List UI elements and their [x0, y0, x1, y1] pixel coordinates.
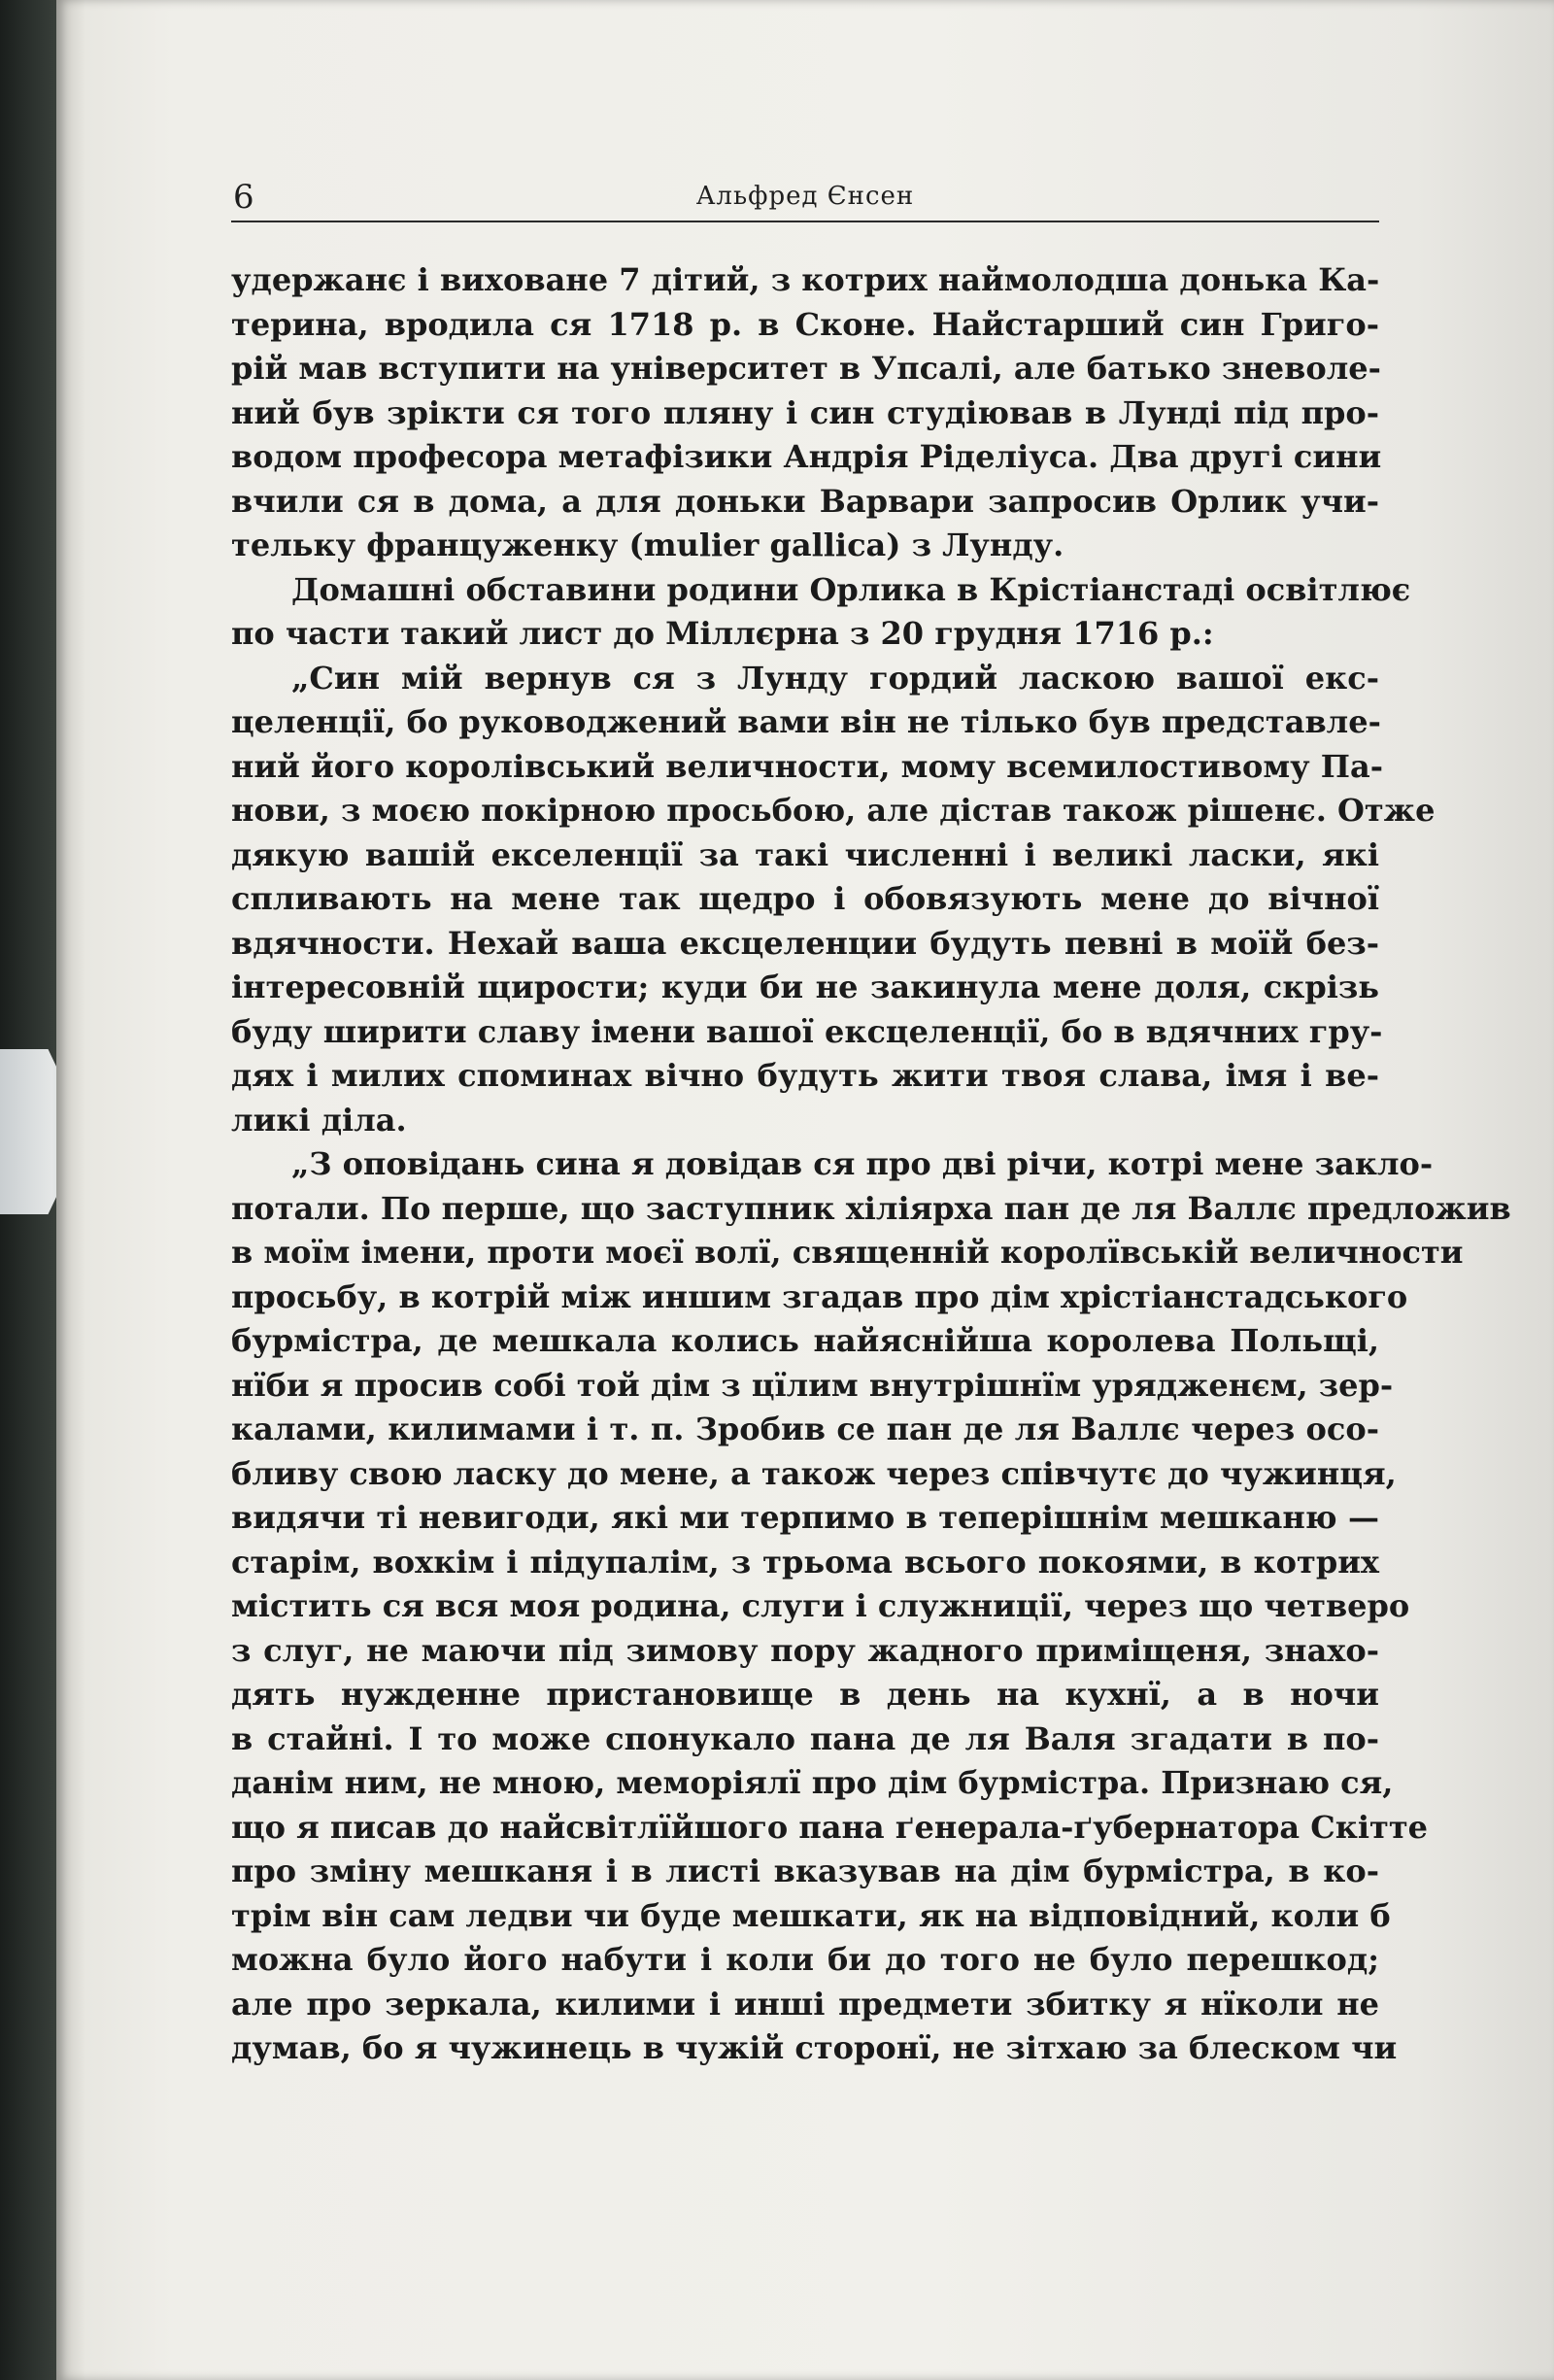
- text-line: буду ширити славу імени вашої ексцеленції, бо в вдячних гру-: [231, 1012, 1383, 1050]
- text-line: водом професора метафізики Андрія Ріделіуса. Два другі сини: [231, 438, 1382, 475]
- text-line: потали. По перше, що заступник хіліярха пан де ля Валлє предложив: [231, 1189, 1511, 1227]
- text-line: старім, вохкім і підупалім, з трьома всього покоями, в котрих: [231, 1543, 1379, 1581]
- text-line: бурмістра, де мешкала колись найяснійша королева Польщі,: [231, 1322, 1379, 1359]
- text-line: „Син мій вернув ся з Лунду гордий ласкою вашої екс-: [291, 659, 1379, 697]
- text-line: нови, з моєю покірною просьбою, але дістав також рішенє. Отже: [231, 792, 1436, 829]
- text-line: по части такий лист до Міллєрна з 20 грудня 1716 р.:: [231, 615, 1214, 652]
- text-line: дякую вашій екселенції за такі численні і великі ласки, які: [231, 835, 1379, 873]
- text-line: ний його королівський величности, мому всемилостивому Па-: [231, 747, 1384, 785]
- text-line: Домашні обставини родини Орлика в Крістіанстаді освітлює: [291, 570, 1411, 608]
- text-line: думав, бо я чужинець в чужій сторонї, не зітхаю за блеском чи: [231, 2029, 1398, 2066]
- running-head: Альфред Єнсен: [695, 182, 915, 211]
- text-line: дять нужденне пристановище в день на кухнї, а в ночи: [231, 1676, 1379, 1713]
- text-line: можна було його набути і коли би до того не було перешкод;: [231, 1941, 1379, 1978]
- text-line: терина, вродила ся 1718 р. в Сконе. Найстарший син Григо-: [231, 305, 1379, 343]
- text-line: видячи ті невигоди, які ми терпимо в теперішнім мешканю —: [231, 1499, 1379, 1536]
- text-line: містить ся вся моя родина, слуги і служниції, через що четверо: [231, 1587, 1410, 1624]
- text-line: „З оповідань сина я довідав ся про дві річи, котрі мене закло-: [291, 1145, 1434, 1182]
- text-line: інтересовній щирости; куди би не закинула мене доля, скрізь: [231, 969, 1379, 1005]
- text-line: в стайні. І то може спонукало пана де ля Валя згадати в по-: [231, 1719, 1379, 1757]
- text-line: ликі діла.: [231, 1101, 407, 1139]
- text-line: про зміну мешканя і в листі вказував на дім бурмістра, в ко-: [231, 1853, 1379, 1889]
- text-line: що я писав до найсвітлїйшого пана ґенерала-ґубернатора Скітте: [231, 1808, 1429, 1846]
- page-body-text: [231, 258, 1511, 2071]
- text-line: удержанє і виховане 7 дітий, з котрих наймолодша донька Ка-: [231, 261, 1380, 298]
- text-line: рій мав вступити на університет в Упсалі, але батько зневоле-: [231, 350, 1381, 387]
- text-line: нїби я просив собі той дім з цїлим внутрішнїм урядженєм, зер-: [231, 1366, 1394, 1404]
- text-line: вчили ся в дома, а для доньки Варвари запросив Орлик учи-: [231, 482, 1379, 520]
- text-line: тельку француженку (mulier gallica) з Лунду.: [231, 527, 1064, 563]
- text-line: данім ним, не мною, меморіялї про дім бурмістра. Признаю ся,: [231, 1764, 1394, 1801]
- page-header: [231, 178, 1379, 222]
- text-line: дях і милих споминах вічно будуть жити твоя слава, імя і ве-: [231, 1057, 1379, 1094]
- text-line: але про зеркала, килими і инші предмети збитку я нїколи не: [231, 1985, 1379, 2023]
- text-line: трім він сам ледви чи буде мешкати, як на відповідний, коли б: [231, 1896, 1391, 1934]
- page-number: 6: [233, 178, 254, 217]
- text-line: калами, килимами і т. п. Зробив се пан де ля Валлє через осо-: [231, 1411, 1379, 1447]
- text-line: вдячности. Нехай ваша ексцеленции будуть певні в моїй без-: [231, 924, 1379, 962]
- text-line: ний був зрікти ся того пляну і син студіював в Лунді під про-: [231, 393, 1379, 431]
- text-line: з слуг, не маючи під зимову пору жадного приміщеня, знахо-: [231, 1631, 1379, 1669]
- text-line: в моїм імени, проти моєї волї, священній королївській величности: [231, 1234, 1464, 1271]
- text-line: просьбу, в котрій між иншим згадав про дім хрістіанстадського: [231, 1277, 1408, 1315]
- text-line: целенції, бо руководжений вами він не тілько був представле-: [231, 703, 1381, 740]
- text-line: спливають на мене так щедро і обовязують мене до вічної: [231, 880, 1379, 917]
- text-line: бливу свою ласку до мене, а також через співчутє до чужинця,: [231, 1454, 1397, 1492]
